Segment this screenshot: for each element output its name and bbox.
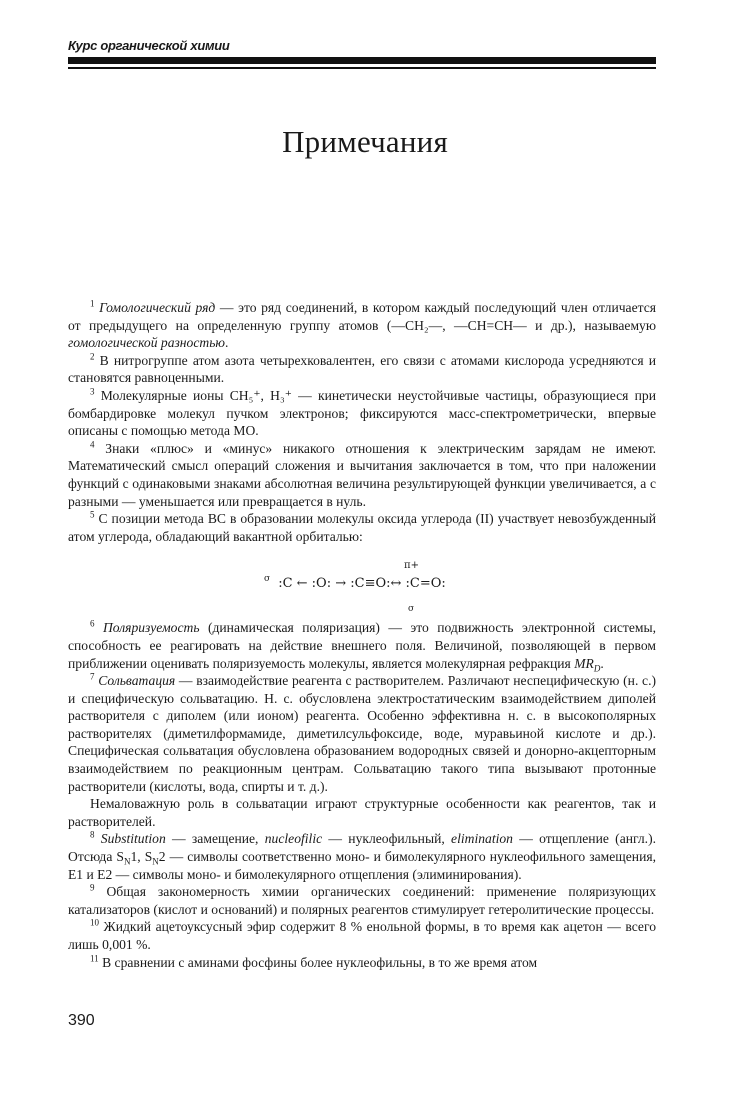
note-2: $^2$ В нитрогруппе атом азота четырехковалентен, его связи с атомами кислорода усредняются и становятся равноценными. [68,351,656,386]
running-head: Курс органической химии [68,38,230,53]
note-6: $^6$ Поляризуемость (динамическая поляризация) — это подвижность электронной системы, способность ее реагировать на действие внешнего поля. Величиной, позволяющей в первом приближении оценивать поляризуемость молекулы, является молекулярная рефракция $MR_D$. [68,618,656,674]
formula-sigma-label-bottom: σ [408,604,415,615]
note-1: $^1$ Гомологический ряд — это ряд соединений, в котором каждый последующий член отличается от предыдущего на определенную группу атомов (—CH₂—, —CH=CH— и др.), называемую гомологической разностью. [68,298,657,351]
formula-sigma-label: σ [264,574,271,585]
note-7-continuation: Немаловажную роль в сольватации играют структурные особенности как реагентов, так и растворителей. [68,796,656,829]
note-7: $^7$ Сольватация — взаимодействие реагента с растворителем. Различают неспецифическую (н. с.) и специфическую сольватацию. Н. с. обусловлена электростатическим взаимодействием диполей растворителя с диполем (или ионом) реагента. Особенно эффективна н. с. в высокополярных растворителях (диметилформамиде, диметилсульфоксиде, воде, муравьиной кислоте и др.). Специфическая сольватация обусловлена образованием водородных связей и донорно-акцепторным взаимодействием по реакционным центрам. Сольватацию такого типа вызывают протонные растворители (кислоты, вода, спирты и т. д.). [68,671,656,794]
notes-body [68,299,656,971]
page-title: Примечания [282,123,448,159]
formula-main: :C ← :O: → :C≡O:↔ :C=O: [278,576,446,592]
note-11: $^{11}$ В сравнении с аминами фосфины более нуклеофильны, в то же время атом [90,953,538,970]
formula-pi-label: π+ [404,560,419,572]
note-10: $^{10}$ Жидкий ацетоуксусный эфир содержит 8 % енольной формы, в то время как ацетон — всего лишь 0,001 %. [68,917,656,952]
note-8: $^8$ Substitution — замещение, nucleofilic — нуклеофильный, elimination — отщепление (англ.). Отсюда $S_N1$, $S_N2$ — символы соответственно моно- и бимолекулярного нуклеофильного замещения, E1 и E2 — символы моно- и бимолекулярного отщепления (элиминирования). [68,829,657,882]
note-5: $^5$ С позиции метода ВС в образовании молекулы оксида углерода (II) участвует невозбужденный атом углерода, обладающий вакантной орбиталью: [68,509,656,544]
note-3: $^3$ Молекулярные ионы CH₅⁺, H₃⁺ — кинетически неустойчивые частицы, образующиеся при бомбардировке молекул пучком электронов; фиксируются масс-спектрометрически, впервые описаны с помощью метода МО. [68,386,656,439]
header-rule-thin [68,67,656,69]
header-rule-thick [68,57,656,64]
note-9: $^9$ Общая закономерность химии органических соединений: применение поляризующих катализаторов (кислот и оснований) и полярных реагентов стимулирует гетеролитические процессы. [68,882,656,917]
co-resonance-formula [68,545,656,619]
note-4: $^4$ Знаки «плюс» и «минус» никакого отношения к электрическим зарядам не имеют. Математический смысл операций сложения и вычитания заключается в том, что при наложении функций с одинаковыми знаками абсолютная величина результирующей функции увеличивается, а с разными — уменьшается или превращается в нуль. [68,439,657,509]
page-number: 390 [68,1012,95,1029]
